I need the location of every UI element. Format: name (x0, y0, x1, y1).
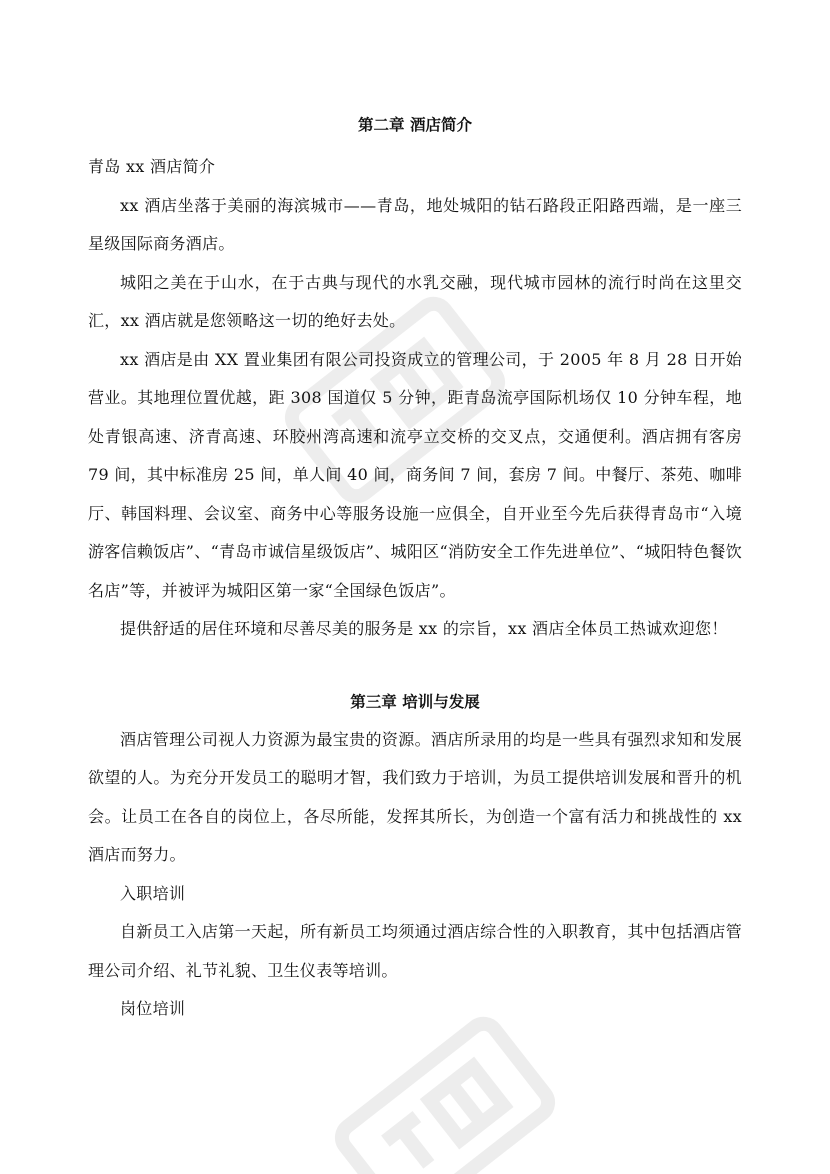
chapter-2-paragraph-2: 城阳之美在于山水，在于古典与现代的水乳交融，现代城市园林的流行时尚在这里交汇，xx 酒店就是您领略这一切的绝好去处。 (88, 272, 742, 330)
document-page (88, 112, 742, 1029)
chapter-2-subtitle: 青岛 xx 酒店简介 (88, 157, 216, 176)
section-heading-onboarding: 入职培训 (120, 883, 186, 903)
section-body-onboarding: 自新员工入店第一天起，所有新员工均须通过酒店综合性的入职教育，其中包括酒店管理公司介绍、礼节礼貌、卫生仪表等培训。 (88, 922, 742, 980)
chapter-2-paragraph-1: xx 酒店坐落于美丽的海滨城市——青岛，地处城阳的钻石路段正阳路西端，是一座三星级国际商务酒店。 (88, 195, 742, 253)
chapter-3-intro: 酒店管理公司视人力资源为最宝贵的资源。酒店所录用的均是一些具有强烈求知和发展欲望的人。为充分开发员工的聪明才智，我们致力于培训，为员工提供培训发展和晋升的机会。让员工在各自的岗位上，各尽所能，发挥其所长，为创造一个富有活力和挑战性的 xx 酒店而努力。 (88, 729, 742, 864)
watermark-stamp-lower (336, 1018, 553, 1174)
chapter-3-title: 第三章 培训与发展 (350, 691, 480, 711)
section-heading-job-training: 岗位培训 (120, 999, 186, 1018)
chapter-2-paragraph-4: 提供舒适的居住环境和尽善尽美的服务是 xx 的宗旨，xx 酒店全体员工热诚欢迎您！ (120, 619, 728, 638)
chapter-2-paragraph-3: xx 酒店是由 XX 置业集团有限公司投资成立的管理公司，于 2005 年 8 月 28 日开始营业。其地理位置优越，距 308 国道仅 5 分钟，距青岛流亭国际机场仅 10 分钟车程，地处青银高速、济青高速、环胶州湾高速和流亭立交桥的交叉点，交通便利。酒店拥有客房 79 间，其中标准房 25 间，单人间 40 间，商务间 7 间，套房 7 间。中餐厅、茶苑、咖啡厅、韩国料理、会议室、商务中心等服务设施一应俱全，自开业至今先后获得青岛市“入境游客信赖饭店”、“青岛市诚信星级饭店”、城阳区“消防安全工作先进单位”、“城阳特色餐饮名店”等，并被评为城阳区第一家“全国绿色饭店”。 (88, 349, 742, 600)
chapter-2-title: 第二章 酒店简介 (358, 115, 472, 134)
